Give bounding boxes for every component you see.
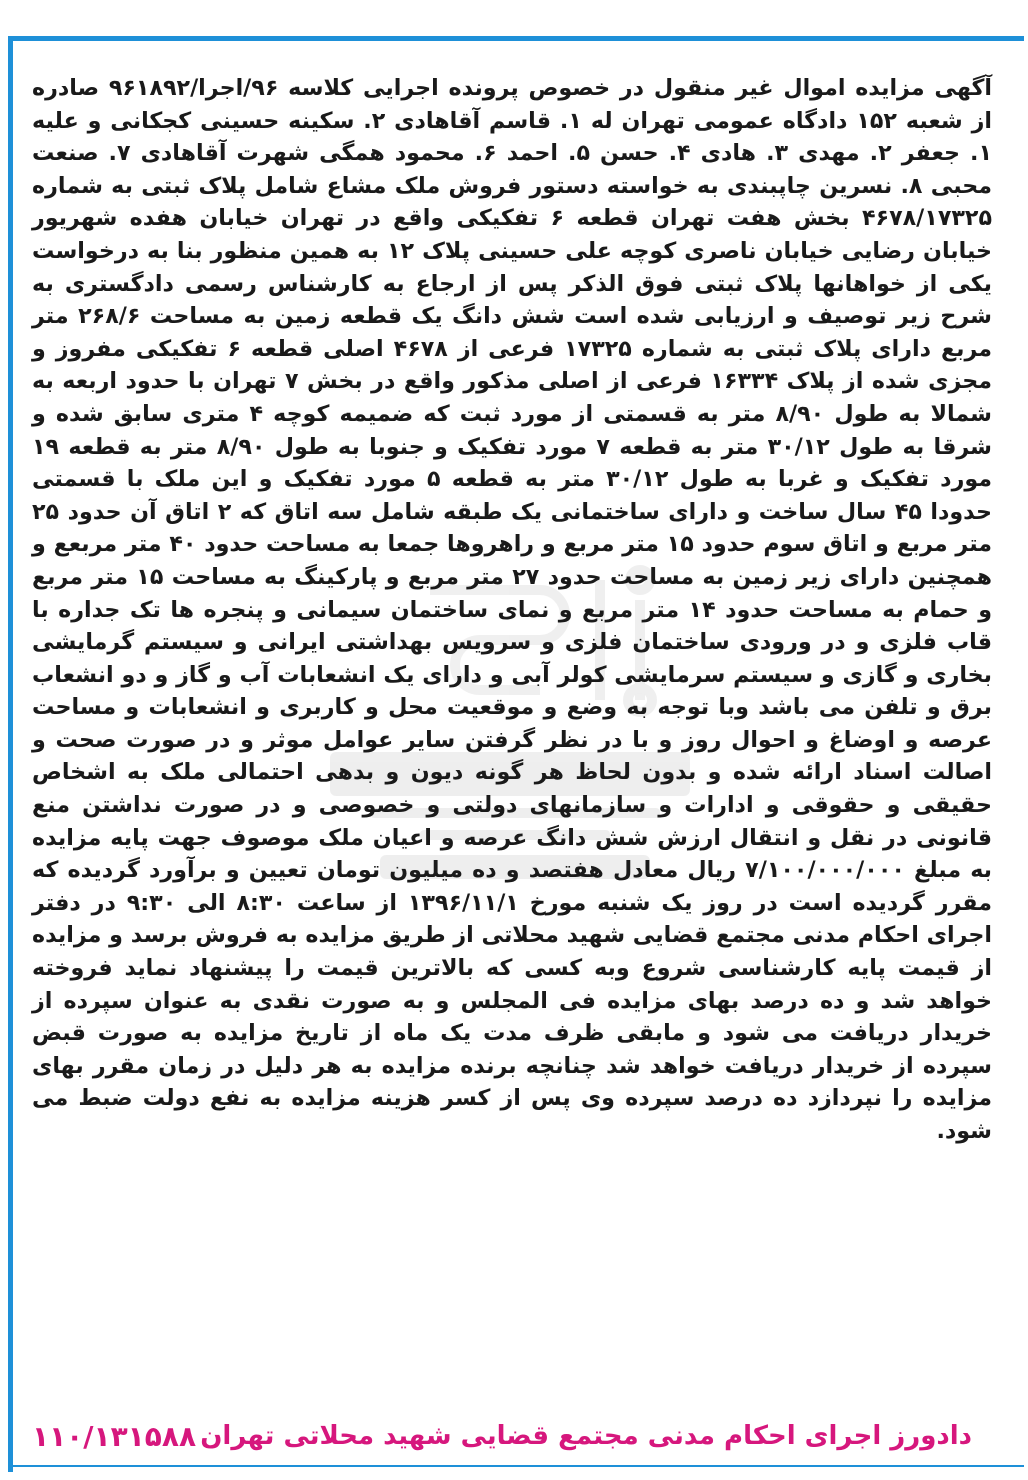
notice-body: آگهی مزایده اموال غیر منقول در خصوص پرونده اجرایی کلاسه ۹۶/اجرا/۹۶۱۸۹۲ صادره از شعبه ۱۵۲ دادگاه عمومی تهران له ۱. قاسم آقاهادی ۲. سکینه حسینی کجکانی و علیه ۱. جعفر ۲. مهدی ۳. هادی ۴. حسن ۵. احمد ۶. محمود همگی شهرت آقاهادی ۷. صنعت محبی ۸. نسرین چاپبندی به خواسته دستور فروش ملک مشاع شامل پلاک ثبتی به شماره ۴۶۷۸/۱۷۳۲۵ بخش هفت تهران قطعه ۶ تفکیکی واقع در تهران خیابان هفده شهریور خیابان رضایی خیابان ناصری کوچه علی حسینی پلاک ۱۲ به همین منظور بنا به درخواست یکی از خواهانها پلاک ثبتی فوق الذکر پس از ارجاع به کارشناس رسمی دادگستری به شرح زیر توصیف و ارزیابی شده است شش دانگ یک قطعه زمین به مساحت ۲۶۸/۶ متر مربع دارای پلاک ثبتی به شماره ۱۷۳۲۵ فرعی از ۴۶۷۸ اصلی قطعه ۶ تفکیکی مفروز و مجزی شده از پلاک ۱۶۳۳۴ فرعی از اصلی مذکور واقع در بخش ۷ تهران با حدود اربعه به شمالا به طول ۸/۹۰ متر به قسمتی از مورد ثبت که ضمیمه کوچه ۴ متری سابق شده و شرقا به طول ۳۰/۱۲ متر به قطعه ۷ مورد تفکیک و جنوبا به طول ۸/۹۰ متر به قطعه ۱۹ مورد تفکیک و غربا به طول ۳۰/۱۲ متر به قطعه ۵ مورد تفکیک و این ملک با قسمتی حدودا ۴۵ سال ساخت و دارای ساختمانی یک طبقه شامل سه اتاق که ۲ اتاق آن حدود ۲۵ متر مربع و اتاق سوم حدود ۱۵ متر مربع و راهروها جمعا به مساحت حدود ۴۰ متر مربعع و همچنین دارای زیر زمین به مساحت حدود ۲۷ متر مربع و پارکینگ به مساحت ۱۵ متر مربع و حمام به مساحت حدود ۱۴ متر مربع و نمای ساختمان سیمانی و پنجره ها تک جداره با قاب فلزی و در ورودی ساختمان فلزی و سرویس بهداشتی ایرانی و سیستم گرمایشی بخاری و گازی و سیستم سرمایشی کولر آبی و دارای یک انشعابات آب و گاز و دو انشعاب برق و تلفن می باشد وبا توجه به وضع و موقعیت محل و کاربری و انشعابات و مساحت عرصه و اوضاغ و احوال روز و با در نظر گرفتن سایر عوامل موثر و در صورت صحت و اصالت اسناد ارائه شده و بدون لحاظ هر گونه دیون و بدهی احتمالی ملک به اشخاص حقیقی و حقوقی و ادارات و سازمانهای دولتی و خصوصی و در صورت نداشتن منع قانونی در نقل و انتقال ارزش شش دانگ عرصه و اعیان ملک موصوف جهت پایه مزایده به مبلغ ۷/۱۰۰/۰۰۰/۰۰۰ ریال معادل هفتصد و ده میلیون تومان تعیین و برآورد گردیده که مقرر گردیده است در روز یک شنبه مورخ ۱۳۹۶/۱۱/۱ از ساعت ۸:۳۰ الی ۹:۳۰ در دفتر اجرای احکام مدنی مجتمع قضایی شهید محلاتی از طریق مزایده به فروش برسد و مزایده از قیمت پایه کارشناسی شروع وبه کسی که بالاترین قیمت را پیشنهاد نماید فروخته خواهد شد و ده درصد بهای مزایده فی المجلس و به صورت نقدی به عنوان سپرده از خریدار دریافت می شود و مابقی ظرف مدت یک ماه از تاریخ مزایده به صورت قبض سپرده از خریدار دریافت خواهد شد چنانچه برنده مزایده به هر دلیل در زمان مقرر بهای مزایده را نپردازد ده درصد سپرده وی پس از کسر هزینه مزایده به نفع دولت ضبط می شود. bbox=[32, 75, 993, 1144]
notice-footer bbox=[32, 1414, 972, 1458]
issuer-signature: دادورز اجرای احکام مدنی مجتمع قضایی شهید محلاتی تهران bbox=[200, 1421, 972, 1451]
bottom-divider bbox=[8, 1465, 1024, 1467]
notice-number: ۱۱۰/۱۳۱۵۸۸ bbox=[32, 1419, 197, 1453]
